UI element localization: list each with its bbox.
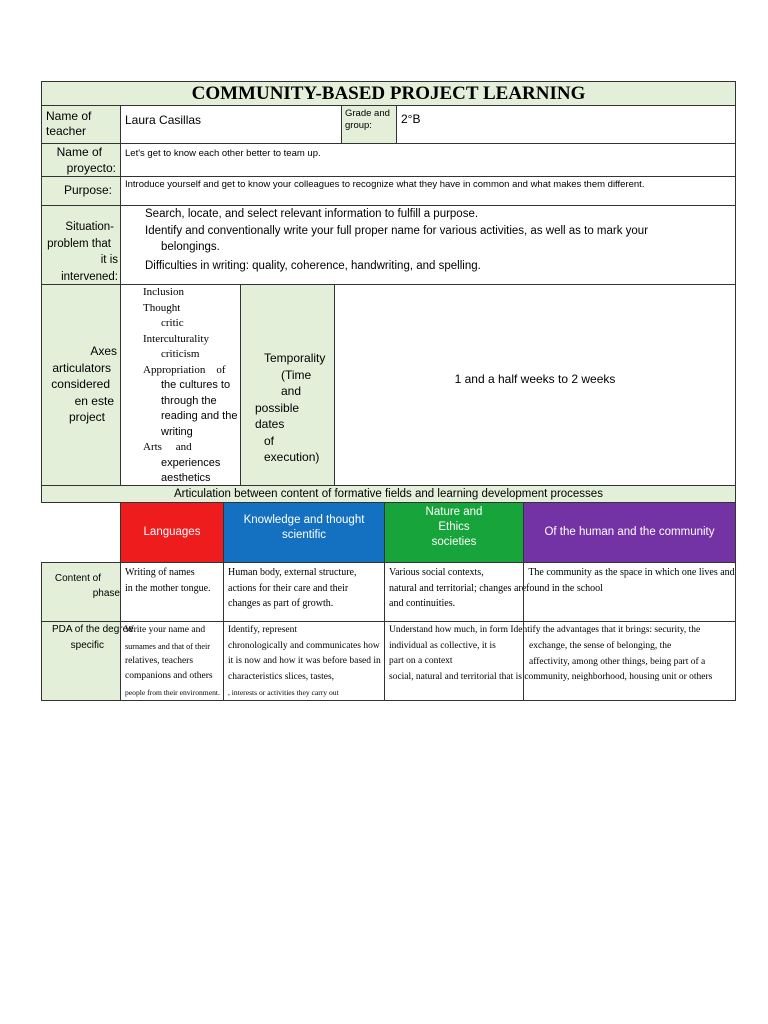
content-line: Various social contexts, bbox=[389, 567, 484, 578]
field-nature: Nature and Ethics societies bbox=[384, 502, 524, 563]
temporality-label bbox=[240, 284, 335, 486]
axes-label-line: Axes bbox=[90, 344, 117, 358]
content-label-line1: Content of bbox=[54, 573, 101, 584]
content-line: found in the school bbox=[526, 582, 603, 594]
axes-item: writing bbox=[161, 425, 193, 438]
axes-item: critic bbox=[161, 317, 184, 329]
temporality-line: Temporality bbox=[264, 351, 326, 365]
purpose-value: Introduce yourself and get to know your colleagues to recognize what they have in common and what makes them different. bbox=[120, 176, 736, 206]
project-label-line2: proyecto: bbox=[66, 160, 116, 175]
grade-value: 2°B bbox=[396, 105, 736, 144]
pda-line: individual as collective, it is bbox=[389, 640, 496, 651]
content-human bbox=[523, 562, 736, 622]
content-line: and continuities. bbox=[389, 598, 456, 609]
pda-line: surnames and that of their bbox=[125, 641, 211, 651]
axes-item: Inclusion bbox=[143, 286, 184, 298]
purpose-label: Purpose: bbox=[41, 176, 121, 206]
axes-label-line: considered bbox=[51, 377, 110, 391]
axes-label-line: articulators bbox=[52, 360, 111, 375]
axes-item: aesthetics bbox=[161, 472, 211, 484]
temporality-value: 1 and a half weeks to 2 weeks bbox=[334, 284, 736, 486]
axes-item: Appropriation of bbox=[143, 363, 226, 376]
content-line: Human body, external structure, bbox=[228, 567, 357, 578]
axes-label-line: en este bbox=[74, 393, 114, 408]
pda-line: Understand how much, in form Identify the advantages that it brings: security, the bbox=[389, 625, 701, 635]
field-human: Of the human and the community bbox=[523, 502, 736, 563]
axes-item: Arts and bbox=[143, 441, 192, 453]
situation-item: Search, locate, and select relevant information to fulfill a purpose. bbox=[145, 208, 479, 220]
situation-label-line2: problem that bbox=[47, 237, 111, 250]
content-line: actions for their care and their bbox=[228, 582, 349, 594]
content-languages bbox=[120, 562, 224, 622]
pda-line: characteristics slices, tastes, bbox=[228, 671, 335, 682]
content-nature bbox=[384, 562, 527, 622]
pda-human bbox=[523, 621, 736, 701]
axes-item: Thought bbox=[143, 301, 181, 314]
axes-item: the cultures to bbox=[161, 379, 231, 391]
pda-line: it is now and how it was before based in bbox=[228, 656, 381, 666]
grade-label: Grade and group: bbox=[341, 105, 397, 144]
content-line: The community as the space in which one lives and bbox=[526, 567, 735, 578]
situation-item: Identify and conventionally write your full proper name for various activities, as well as to mark your bbox=[145, 224, 649, 237]
pda-line: companions and others bbox=[125, 671, 213, 681]
pda-label bbox=[41, 621, 134, 701]
axes-item: through the bbox=[161, 394, 217, 407]
pda-line: exchange, the sense of belonging, the bbox=[529, 641, 672, 651]
project-label bbox=[41, 143, 121, 177]
pda-line: part on a context bbox=[389, 656, 453, 666]
field-knowledge: Knowledge and thought scientific bbox=[223, 502, 385, 563]
teacher-value: Laura Casillas bbox=[120, 105, 342, 144]
fields-blank-cell bbox=[41, 502, 121, 562]
content-label bbox=[41, 562, 121, 622]
axes-item: reading and the bbox=[161, 410, 238, 422]
axes-label bbox=[41, 284, 121, 486]
project-value: Let's get to know each other better to team up. bbox=[120, 143, 736, 177]
situation-list bbox=[120, 205, 736, 285]
pda-line: social, natural and territorial that is community, neighborhood, housing unit or others bbox=[389, 671, 713, 682]
teacher-label: Name of teacher bbox=[41, 105, 121, 144]
content-knowledge bbox=[223, 562, 385, 622]
axes-label-line: project bbox=[68, 410, 105, 424]
content-line: Writing of names bbox=[125, 567, 195, 578]
pda-line: Write your name and bbox=[125, 625, 206, 635]
pda-label-line1: PDA of the degree bbox=[52, 624, 134, 635]
content-line: in the mother tongue. bbox=[125, 582, 211, 594]
pda-languages bbox=[120, 621, 224, 701]
pda-label-line2: specific bbox=[70, 639, 104, 651]
pda-line: , interests or activities they carry out bbox=[228, 688, 339, 697]
pda-line: affectivity, among other things, being part of a bbox=[529, 656, 706, 667]
situation-label-line3: it is intervened: bbox=[61, 254, 118, 283]
axes-list bbox=[120, 284, 241, 486]
content-line: changes as part of growth. bbox=[228, 598, 334, 609]
situation-item: belongings. bbox=[161, 241, 220, 253]
pda-line: relatives, teachers bbox=[125, 655, 194, 666]
articulation-heading: Articulation between content of formative fields and learning development processes bbox=[41, 485, 736, 503]
field-languages: Languages bbox=[120, 502, 224, 563]
pda-line: chronologically and communicates how bbox=[228, 640, 380, 651]
pda-line: Identify, represent bbox=[228, 625, 298, 635]
temporality-line: of execution) bbox=[264, 433, 320, 464]
temporality-line: possible dates bbox=[255, 400, 300, 431]
project-label-line1: Name of bbox=[56, 145, 102, 159]
pda-line: people from their environment. bbox=[125, 687, 220, 697]
page-title: COMMUNITY-BASED PROJECT LEARNING bbox=[41, 81, 736, 106]
axes-item: criticism bbox=[161, 348, 200, 360]
situation-label bbox=[41, 205, 121, 285]
axes-item: Interculturality bbox=[143, 332, 209, 345]
content-line: natural and territorial; changes are bbox=[389, 582, 527, 594]
situation-item: Difficulties in writing: quality, coherence, handwriting, and spelling. bbox=[145, 259, 481, 272]
situation-label-line1: Situation- bbox=[65, 221, 114, 233]
temporality-line: (Time and bbox=[281, 367, 312, 398]
content-label-line2: phase bbox=[92, 588, 120, 599]
axes-item: experiences bbox=[161, 456, 221, 469]
pda-knowledge bbox=[223, 621, 385, 701]
